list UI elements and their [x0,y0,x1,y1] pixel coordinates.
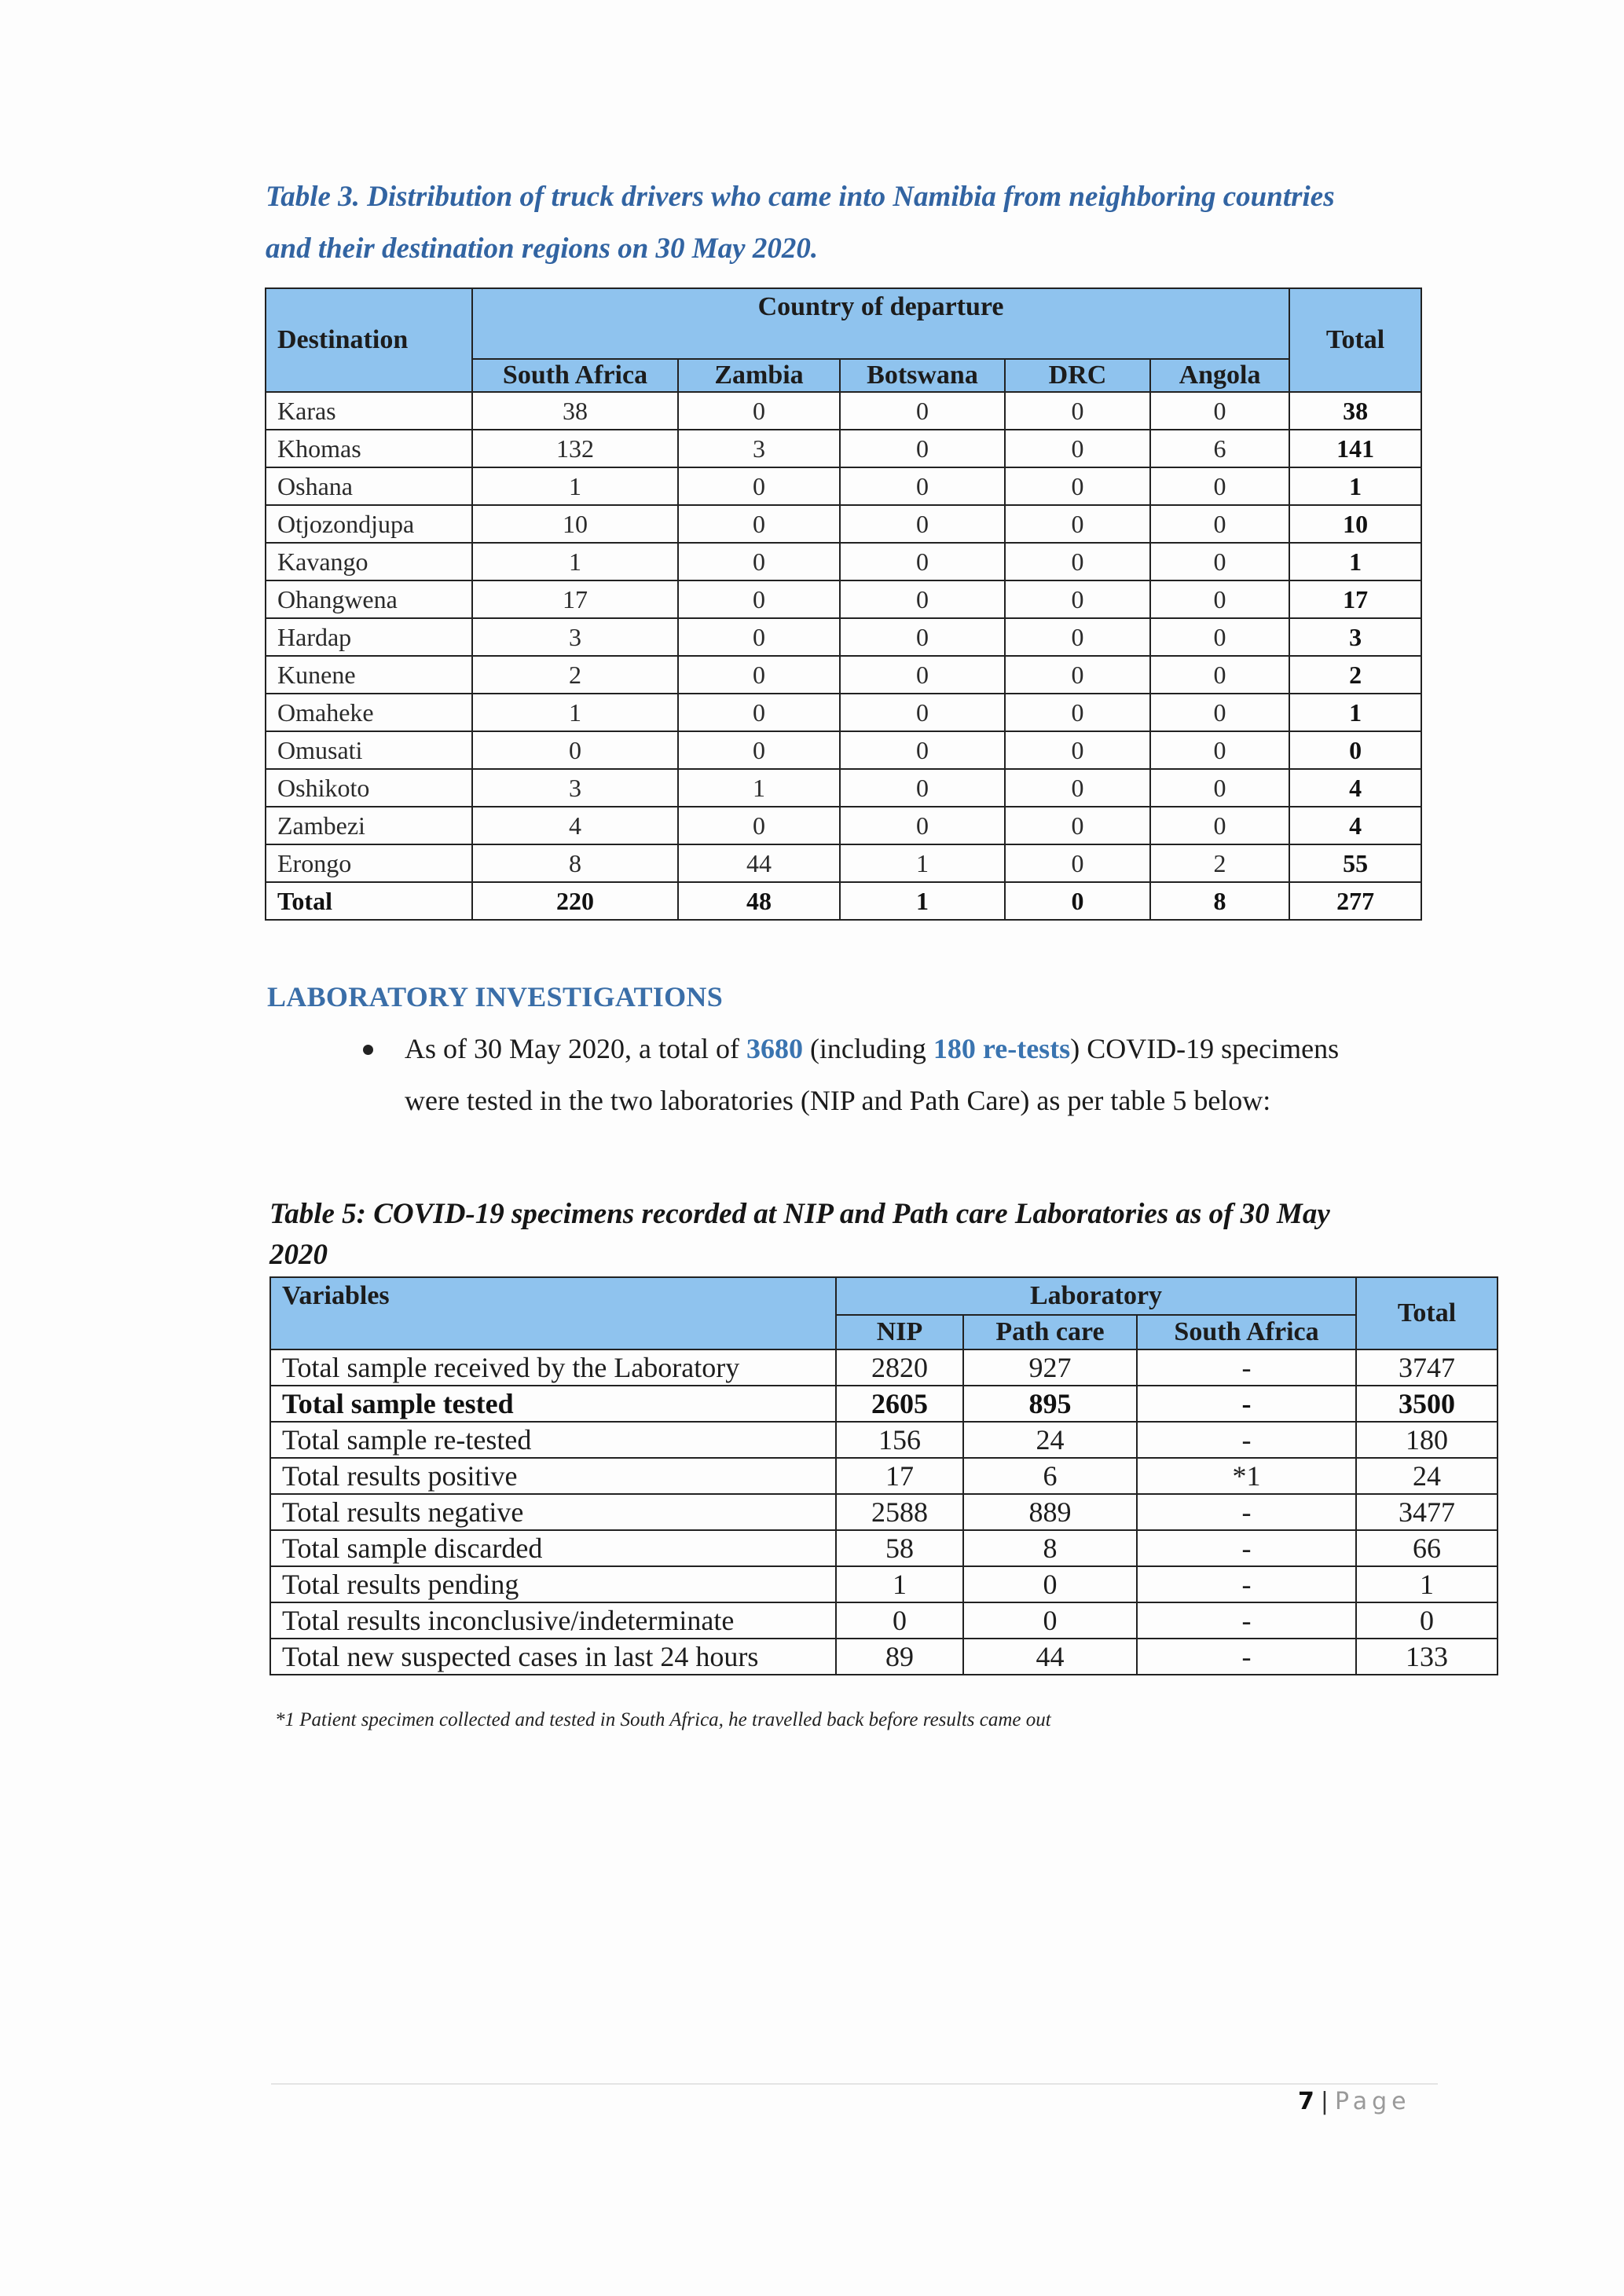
count-cell: 0 [1005,769,1150,807]
destination-cell: Ohangwena [266,580,472,618]
row-total-cell: 3477 [1356,1494,1498,1530]
south-africa-cell: - [1137,1602,1356,1639]
south-africa-cell: - [1137,1566,1356,1602]
variable-cell: Total sample received by the Laboratory [270,1349,836,1386]
destination-cell: Kunene [266,656,472,694]
destination-cell: Omaheke [266,694,472,731]
table-row [270,1566,1498,1602]
count-cell: 1 [472,467,678,505]
count-cell: 0 [840,580,1005,618]
header-zambia: Zambia [678,359,840,392]
lab-bullet-paragraph [405,1023,1465,1126]
table-row [266,505,1421,543]
count-cell: 0 [1005,882,1150,920]
row-total-cell: 0 [1356,1602,1498,1639]
nip-cell: 17 [836,1458,963,1494]
lab-bullet-line1 [405,1023,1465,1075]
row-total-cell: 1 [1356,1566,1498,1602]
count-cell: 0 [1005,580,1150,618]
row-total-cell: 3500 [1356,1386,1498,1422]
row-total-cell: 3747 [1356,1349,1498,1386]
nip-cell: 2820 [836,1349,963,1386]
header-angola: Angola [1150,359,1289,392]
count-cell: 3 [678,430,840,467]
count-cell: 0 [1150,580,1289,618]
count-cell: 0 [1005,656,1150,694]
variable-cell: Total sample tested [270,1386,836,1422]
variable-cell: Total results negative [270,1494,836,1530]
count-cell: 0 [1005,731,1150,769]
count-cell: 0 [840,769,1005,807]
count-cell: 0 [678,694,840,731]
row-total-cell: 55 [1289,844,1421,882]
destination-cell: Zambezi [266,807,472,844]
header-south-africa: South Africa [472,359,678,392]
header-destination: Destination [266,288,472,392]
destination-cell: Karas [266,392,472,430]
row-total-cell: 4 [1289,807,1421,844]
count-cell: 2 [472,656,678,694]
table-row [270,1639,1498,1675]
table5-caption [269,1194,1495,1276]
row-total-cell: 277 [1289,882,1421,920]
path-care-cell: 44 [963,1639,1137,1675]
count-cell: 1 [472,694,678,731]
table-row [266,844,1421,882]
path-care-cell: 927 [963,1349,1137,1386]
path-care-cell: 24 [963,1422,1137,1458]
count-cell: 0 [472,731,678,769]
specimens-table [269,1276,1498,1675]
destination-cell: Kavango [266,543,472,580]
total-specimens-highlight: 3680 [746,1033,803,1064]
table-row [270,1386,1498,1422]
table-row [266,694,1421,731]
count-cell: 44 [678,844,840,882]
table-row [266,769,1421,807]
destination-cell: Otjozondjupa [266,505,472,543]
count-cell: 6 [1150,430,1289,467]
header-south-africa: South Africa [1137,1315,1356,1349]
count-cell: 220 [472,882,678,920]
section-heading-laboratory: LABORATORY INVESTIGATIONS [267,981,724,1013]
variable-cell: Total sample re-tested [270,1422,836,1458]
count-cell: 4 [472,807,678,844]
count-cell: 0 [1005,844,1150,882]
lab-bullet-line2: were tested in the two laboratories (NIP and Path Care) as per table 5 below: [405,1085,1271,1116]
row-total-cell: 141 [1289,430,1421,467]
count-cell: 0 [1150,769,1289,807]
count-cell: 0 [1005,618,1150,656]
count-cell: 0 [1150,694,1289,731]
count-cell: 10 [472,505,678,543]
path-care-cell: 6 [963,1458,1137,1494]
south-africa-cell: *1 [1137,1458,1356,1494]
nip-cell: 89 [836,1639,963,1675]
destination-cell: Omusati [266,731,472,769]
south-africa-cell: - [1137,1639,1356,1675]
count-cell: 1 [472,543,678,580]
variable-cell: Total sample discarded [270,1530,836,1566]
header-botswana: Botswana [840,359,1005,392]
count-cell: 8 [1150,882,1289,920]
table-row [266,618,1421,656]
count-cell: 2 [1150,844,1289,882]
row-total-cell: 4 [1289,769,1421,807]
south-africa-cell: - [1137,1386,1356,1422]
header-drc: DRC [1005,359,1150,392]
nip-cell: 1 [836,1566,963,1602]
count-cell: 1 [840,882,1005,920]
table-row [270,1530,1498,1566]
table-row [266,543,1421,580]
table-row [270,1422,1498,1458]
path-care-cell: 895 [963,1386,1137,1422]
row-total-cell: 2 [1289,656,1421,694]
row-total-cell: 1 [1289,467,1421,505]
table-row [266,731,1421,769]
table-row [270,1458,1498,1494]
variable-cell: Total new suspected cases in last 24 hours [270,1639,836,1675]
count-cell: 0 [840,467,1005,505]
count-cell: 8 [472,844,678,882]
nip-cell: 2605 [836,1386,963,1422]
table-row [266,430,1421,467]
row-total-cell: 17 [1289,580,1421,618]
header-variables: Variables [270,1277,836,1349]
count-cell: 38 [472,392,678,430]
count-cell: 0 [678,618,840,656]
table-row [270,1349,1498,1386]
text-part: ) COVID-19 specimens [1070,1033,1340,1064]
row-total-cell: 180 [1356,1422,1498,1458]
nip-cell: 0 [836,1602,963,1639]
table3-caption [266,171,1444,275]
count-cell: 0 [840,543,1005,580]
retests-highlight: 180 re-tests [933,1033,1071,1064]
table-row [266,807,1421,844]
count-cell: 0 [1150,392,1289,430]
count-cell: 0 [1005,543,1150,580]
count-cell: 0 [1150,618,1289,656]
footer-divider [271,2083,1438,2085]
count-cell: 3 [472,769,678,807]
table5-footnote: *1 Patient specimen collected and tested in South Africa, he travelled back before results came out [275,1709,1051,1730]
count-cell: 0 [840,731,1005,769]
table3-caption-line2: and their destination regions on 30 May 2020. [266,233,819,265]
count-cell: 0 [678,731,840,769]
count-cell: 0 [1150,543,1289,580]
count-cell: 0 [678,505,840,543]
count-cell: 0 [840,807,1005,844]
count-cell: 0 [1005,505,1150,543]
south-africa-cell: - [1137,1494,1356,1530]
table3-caption-line1: Table 3. Distribution of truck drivers who came into Namibia from neighboring countries [266,181,1335,213]
count-cell: 0 [678,580,840,618]
nip-cell: 58 [836,1530,963,1566]
count-cell: 0 [678,543,840,580]
count-cell: 1 [678,769,840,807]
count-cell: 0 [1005,430,1150,467]
count-cell: 0 [840,618,1005,656]
count-cell: 0 [840,392,1005,430]
count-cell: 0 [678,392,840,430]
destination-cell: Hardap [266,618,472,656]
table-row [270,1602,1498,1639]
table-row [266,392,1421,430]
path-care-cell: 889 [963,1494,1137,1530]
count-cell: 0 [678,807,840,844]
variable-cell: Total results inconclusive/indeterminate [270,1602,836,1639]
bullet-icon [363,1045,373,1055]
row-total-cell: 10 [1289,505,1421,543]
row-total-cell: 1 [1289,543,1421,580]
nip-cell: 2588 [836,1494,963,1530]
path-care-cell: 0 [963,1602,1137,1639]
destination-cell: Erongo [266,844,472,882]
header-country-of-departure: Country of departure [472,288,1289,359]
south-africa-cell: - [1137,1422,1356,1458]
row-total-cell: 38 [1289,392,1421,430]
count-cell: 0 [1005,807,1150,844]
row-total-cell: 24 [1356,1458,1498,1494]
count-cell: 132 [472,430,678,467]
table-total-row [266,882,1421,920]
row-total-cell: 3 [1289,618,1421,656]
count-cell: 0 [1150,505,1289,543]
count-cell: 0 [1150,656,1289,694]
header-total: Total [1356,1277,1498,1349]
text-part: As of 30 May 2020, a total of [405,1033,746,1064]
path-care-cell: 0 [963,1566,1137,1602]
count-cell: 17 [472,580,678,618]
variable-cell: Total results positive [270,1458,836,1494]
count-cell: 0 [1005,694,1150,731]
page-label: Page [1334,2088,1411,2115]
text-part: (including [802,1033,933,1064]
page-number-value: 7 [1298,2088,1314,2115]
nip-cell: 156 [836,1422,963,1458]
path-care-cell: 8 [963,1530,1137,1566]
table5-caption-line1: Table 5: COVID-19 specimens recorded at NIP and Path care Laboratories as of 30 May [269,1198,1330,1230]
table-row [266,656,1421,694]
table-row [270,1494,1498,1530]
count-cell: 0 [1150,467,1289,505]
destination-cell: Oshana [266,467,472,505]
truck-drivers-table [265,287,1422,921]
count-cell: 0 [678,656,840,694]
table-row [266,580,1421,618]
variable-cell: Total results pending [270,1566,836,1602]
table3-body [266,392,1421,920]
south-africa-cell: - [1137,1349,1356,1386]
count-cell: 0 [840,430,1005,467]
table5-body [270,1349,1498,1675]
count-cell: 1 [840,844,1005,882]
count-cell: 0 [840,656,1005,694]
count-cell: 0 [1005,467,1150,505]
destination-cell: Total [266,882,472,920]
count-cell: 0 [840,694,1005,731]
count-cell: 0 [678,467,840,505]
count-cell: 0 [1150,731,1289,769]
destination-cell: Khomas [266,430,472,467]
page-separator: | [1320,2088,1329,2115]
table5-caption-line2: 2020 [269,1239,328,1271]
header-nip: NIP [836,1315,963,1349]
destination-cell: Oshikoto [266,769,472,807]
count-cell: 0 [1150,807,1289,844]
page-number [1298,2088,1411,2115]
header-laboratory: Laboratory [836,1277,1356,1315]
table-row [266,467,1421,505]
row-total-cell: 133 [1356,1639,1498,1675]
row-total-cell: 1 [1289,694,1421,731]
south-africa-cell: - [1137,1530,1356,1566]
header-total: Total [1289,288,1421,392]
count-cell: 3 [472,618,678,656]
count-cell: 48 [678,882,840,920]
row-total-cell: 66 [1356,1530,1498,1566]
count-cell: 0 [840,505,1005,543]
row-total-cell: 0 [1289,731,1421,769]
count-cell: 0 [1005,392,1150,430]
header-path-care: Path care [963,1315,1137,1349]
